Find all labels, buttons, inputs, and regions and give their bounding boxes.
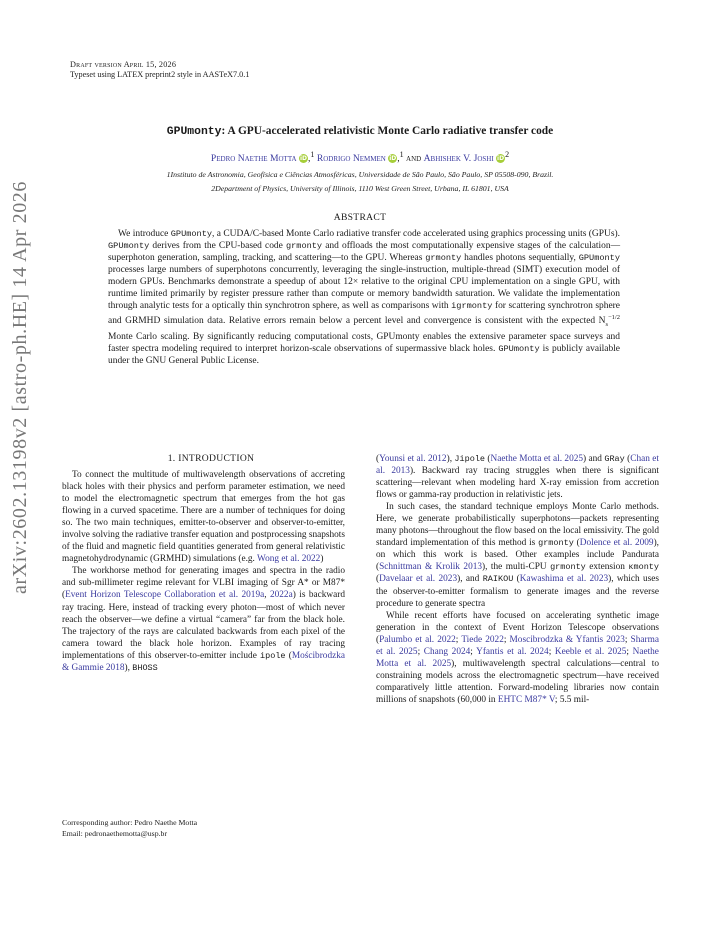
citation-link[interactable]: EHTC M87* V: [497, 694, 555, 705]
citation-link[interactable]: Event Horizon Telescope Collaboration et al. 2019a: [65, 590, 265, 601]
code-name: GPUmonty: [170, 229, 213, 239]
body-text: ), multiwavelength spectral calculations—central to constraining models across the electromagnetic spectrum—have received comparatively little attention. Forward-modeling libraries now contain millions of snapshots (60,000 in: [376, 658, 659, 705]
paper-title: [70, 125, 650, 138]
abstract-body: [108, 228, 620, 367]
author-list: [70, 150, 650, 164]
body-text: ), which uses the observer-to-emitter formalism to generate images and the reverse procedure to generate spectra: [376, 574, 660, 609]
body-text: (: [485, 454, 491, 464]
orcid-icon[interactable]: iD: [299, 155, 308, 163]
code-name: BHOSS: [132, 662, 158, 673]
citation-link[interactable]: 2022a: [269, 590, 293, 601]
abstract-heading: ABSTRACT: [333, 212, 387, 223]
paragraph: [376, 610, 659, 706]
author-separator: ,: [397, 153, 400, 165]
citation-link[interactable]: Tiede 2022: [461, 634, 504, 645]
citation-link[interactable]: Naethe Motta et al. 2025: [376, 646, 659, 669]
body-text: ;: [470, 646, 477, 657]
abstract-text: Monte Carlo scaling. By significantly reducing computational costs, GPUmonty enables the extensive parameter space surveys and faster spectra modeling required to interpret horizon-scale observations of supermassive black holes.: [108, 332, 620, 355]
body-text: ;: [455, 634, 462, 645]
affiliation-mark: 1: [399, 150, 404, 159]
right-column: [376, 453, 659, 706]
body-text: ;: [548, 646, 555, 657]
code-name: κmonty: [628, 562, 660, 573]
body-text: ). Backward ray tracing struggles when there is significant scattering—relevant when modeling hard X-ray emission from accretion flows or gamma-ray production in relativistic jets.: [376, 466, 659, 501]
citation-link[interactable]: Wong et al. 2022: [257, 554, 321, 565]
affiliation-mark: 1: [310, 150, 315, 159]
body-text: In such cases, the standard technique employs Monte Carlo methods. Here, we generate probabilistically superphotons—packets representing many photons—throughout the flow based on the local emissivity. The gold standard implementation of this method is: [376, 502, 659, 549]
body-text: ,: [264, 590, 270, 601]
body-text: ), on which this work is based. Other examples include Pandurata (: [376, 538, 659, 573]
body-text: (: [376, 574, 380, 585]
code-name: grmonty: [550, 562, 586, 573]
left-column: [62, 469, 345, 674]
section-heading: 1. INTRODUCTION: [167, 453, 255, 464]
citation-link[interactable]: Younsi et al. 2012: [379, 454, 447, 464]
body-text: ;: [624, 634, 631, 645]
abstract-text: derives from the CPU-based code: [149, 241, 286, 251]
math-superscript: −1/2: [608, 314, 620, 321]
abstract-text: , a CUDA/C-based Monte Carlo radiative transfer code accelerated using graphics processing units (GPUs).: [212, 229, 620, 239]
code-name: grmonty: [285, 241, 323, 251]
title-text: : A GPU-accelerated relativistic Monte Carlo radiative transfer code: [221, 125, 554, 137]
citation-link[interactable]: Schnittman & Krolik 2013: [379, 562, 483, 573]
code-name: grmonty: [538, 538, 574, 549]
code-name: GPUmonty: [578, 253, 620, 263]
code-name: RAIKOU: [482, 574, 514, 585]
citation-link[interactable]: Keeble et al. 2025: [554, 646, 627, 657]
abstract-text: handles photons sequentially,: [461, 253, 579, 263]
affiliation-1: 1Instituto de Astronomia, Geofísica e Ciências Atmosféricas, Universidade de São Paulo, São Paulo, SP 05508-090, Brazil.: [166, 170, 554, 179]
paragraph: [376, 501, 659, 609]
citation-link[interactable]: Davelaar et al. 2023: [379, 574, 458, 585]
title-code-name: GPUmonty: [166, 126, 222, 138]
abstract-text: processes large numbers of superphotons concurrently, leveraging the single-instruction, multiple-thread (SIMT) execution model of modern GPUs. Benchmarks demonstrate a speedup of about 12× relative to the original CPU implementation on a single GPU, with runtime limited primarily by register pressure rather than compute or memory bandwidth saturation. We validate the implementation through analytic tests for a optically thin synchrotron sphere, as well as comparisons with: [108, 265, 620, 311]
code-name: igrmonty: [451, 301, 493, 311]
author-email[interactable]: Email: pedronaethemotta@usp.br: [62, 829, 168, 838]
citation-link[interactable]: Chan et al. 2013: [376, 454, 659, 477]
body-text: ;: [626, 646, 633, 657]
citation-link[interactable]: Dolence et al. 2009: [579, 538, 654, 549]
body-text: (: [573, 538, 580, 549]
body-text: ;: [417, 646, 424, 657]
citation-link[interactable]: Palumbo et al. 2022: [379, 634, 456, 645]
abstract-text: and offloads the most computationally expensive stages of the calculation—superphoton generation, sampling, tracking, and scattering—to the GPU. Whereas: [108, 241, 621, 263]
orcid-icon[interactable]: iD: [389, 155, 397, 163]
author-name[interactable]: Pedro Naethe Motta: [210, 153, 297, 165]
body-text: (: [624, 454, 631, 464]
author-separator: and: [406, 153, 422, 165]
preprint-header: [70, 60, 249, 80]
body-text: ), the multi-CPU: [482, 562, 551, 573]
body-text: ) and: [583, 454, 605, 464]
body-text: ;: [503, 634, 510, 645]
citation-link[interactable]: Naethe Motta et al. 2025: [490, 454, 584, 464]
corresponding-author: Corresponding author: Pedro Naethe Motta: [62, 818, 198, 827]
citation-link[interactable]: Kawashima et al. 2023: [519, 574, 609, 585]
math-subscript: s: [605, 321, 609, 329]
body-text: ): [320, 554, 324, 565]
body-text: ) is backward ray tracing. Here, instead of tracking every photon—most of which never reach the observer—we define a virtual “camera” far from the black hole. The trajectory of the rays are calculated backwards from each pixel of the camera toward the black hole horizon. Examples of ray tracing implementations of this observer-to-emitter include: [62, 590, 345, 661]
code-name: GPUmonty: [498, 344, 540, 355]
abstract-text: is publicly available under the GNU General Public License.: [108, 344, 620, 367]
code-name: ipole: [260, 650, 286, 661]
paragraph: (Younsi et al. 2012), Jipole (Naethe Motta et al. 2025) and GRay (Chan et al. 2013). Backward ray tracing struggles when there is significant scattering—relevant when modeling hard X-ray emission from accretion flows or gamma-ray production in relativistic jets.: [376, 454, 659, 501]
author-name[interactable]: Rodrigo Nemmen: [316, 153, 386, 165]
body-text: extension: [585, 562, 629, 573]
code-name: GPUmonty: [108, 241, 150, 251]
abstract-text: We introduce: [118, 229, 171, 239]
citation-link[interactable]: Yfantis et al. 2024: [476, 646, 549, 657]
body-text: ),: [446, 454, 455, 464]
citation-link[interactable]: Sharma et al. 2025: [376, 634, 659, 657]
draft-version: Draft version April 15, 2026: [70, 60, 177, 69]
arxiv-watermark: arXiv:2602.13198v2 [astro-ph.HE] 14 Apr 2026: [9, 180, 31, 594]
body-text: ),: [124, 662, 133, 673]
footnote: [62, 817, 197, 839]
body-text: The workhorse method for generating images and spectra in the radio and sub-millimeter regime relevant for VLBI imaging of Sgr A* or M87* (: [62, 566, 345, 601]
body-text: To connect the multitude of multiwavelength observations of accreting black holes with their physics and perform parameter estimation, we need to model the electromagnetic spectrum that emerges from the hot gas flowing in a curved spacetime. There are a number of techniques for doing so. The two main techniques, emitter-to-observer and observer-to-emitter, involve solving the radiative transfer equation and postprocessing snapshots of the fluid and magnetic field quantities generated from general relativistic magnetohydrodynamic (GRMHD) simulations (e.g.: [62, 470, 345, 565]
code-name: grmonty: [425, 253, 462, 263]
author-name[interactable]: Abhishek V. Joshi: [423, 153, 494, 165]
orcid-icon[interactable]: iD: [497, 155, 505, 163]
body-text: ), and: [457, 574, 483, 585]
paragraph: [62, 565, 345, 673]
citation-link[interactable]: Mościbrodzka & Gammie 2018: [62, 650, 345, 673]
author-separator: ,: [308, 153, 311, 165]
body-text: ; 5.5 mil-: [554, 694, 590, 705]
citation-link[interactable]: Moscibrodzka & Yfantis 2023: [509, 634, 625, 645]
body-text: (: [285, 650, 292, 661]
body-text: (: [513, 574, 520, 585]
paragraph: [62, 469, 345, 565]
citation-link[interactable]: Chang 2024: [423, 646, 471, 657]
body-text: While recent efforts have focused on accelerating synthetic image generation in the context of Event Horizon Telescope observations (: [376, 610, 659, 645]
typeset-note: Typeset using LATEX preprint2 style in AASTeX7.0.1: [70, 70, 250, 79]
affiliation-2: 2Department of Physics, University of Illinois, 1110 West Green Street, Urbana, IL 61801, USA: [211, 184, 509, 193]
code-name: GRay: [604, 454, 625, 464]
abstract-text: for scattering synchrotron sphere and GRMHD simulation data. Relative errors remain below a percent level and convergence is consistent with the expected N: [108, 301, 620, 327]
code-name: Jipole: [454, 454, 486, 464]
affiliation-mark: 2: [505, 150, 510, 159]
